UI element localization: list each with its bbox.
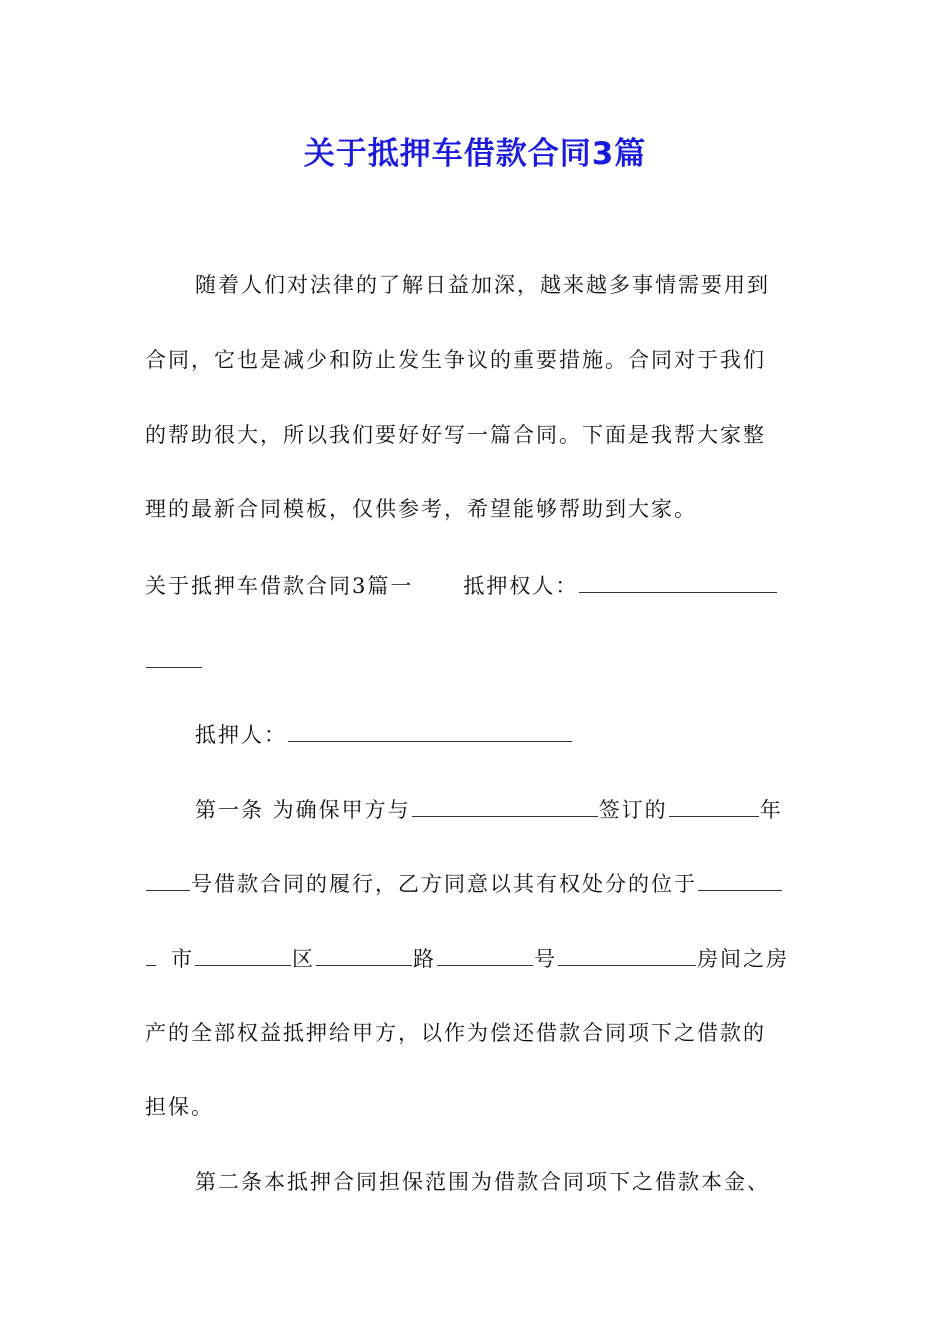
article1-line-1	[195, 794, 807, 825]
article2-line-1	[195, 1167, 807, 1197]
article1-part-4: 号借款合同的履行，乙方同意以其有权处分的位于	[191, 872, 697, 896]
article1-blank-room	[558, 943, 696, 966]
article1-blank-location-continued	[146, 943, 156, 966]
article2-text: 第二条本抵押合同担保范围为借款合同项下之借款本金、	[195, 1170, 770, 1194]
article1-blank-year	[669, 794, 759, 817]
article1-part-11: 担保。	[145, 1095, 214, 1119]
intro-line-4	[145, 494, 807, 524]
article1-part-5: 市	[171, 947, 194, 971]
article1-line-5	[145, 1092, 807, 1122]
article1-blank-road	[437, 943, 533, 966]
article1-blank-number	[146, 868, 190, 891]
article1-part-8: 号	[534, 947, 557, 971]
intro-line-1	[195, 270, 807, 300]
mortgagee-blank	[579, 570, 777, 593]
article1-part-3: 年	[759, 798, 783, 822]
intro-text-2: 合同，它也是减少和防止发生争议的重要措施。合同对于我们	[145, 348, 766, 372]
article1-line-2	[145, 868, 807, 899]
intro-line-2	[145, 345, 807, 375]
article1-blank-party	[412, 794, 598, 817]
mortgagor-label: 抵押人：	[195, 723, 287, 747]
intro-text-3: 的帮助很大，所以我们要好好写一篇合同。下面是我帮大家整	[145, 423, 766, 447]
intro-text-4: 理的最新合同模板，仅供参考，希望能够帮助到大家。	[145, 497, 697, 521]
article1-line-4	[145, 1018, 807, 1048]
mortgagee-blank-continued	[146, 645, 202, 668]
article1-part-1: 第一条 为确保甲方与	[195, 798, 411, 822]
intro-text-1: 随着人们对法律的了解日益加深，越来越多事情需要用到	[195, 273, 770, 297]
article1-part-2: 签订的	[598, 798, 668, 822]
mortgagor-line	[195, 719, 807, 750]
article1-blank-district	[316, 943, 412, 966]
article1-line-3	[145, 943, 807, 974]
article1-part-10: 产的全部权益抵押给甲方，以作为偿还借款合同项下之借款的	[145, 1021, 766, 1045]
mortgagor-blank	[288, 719, 572, 742]
article1-part-9: 房间之房	[697, 947, 789, 971]
article1-blank-city	[195, 943, 291, 966]
article1-part-6: 区	[292, 947, 315, 971]
section-heading-line	[145, 570, 807, 601]
article1-blank-location	[698, 868, 782, 891]
mortgagee-blank-continued-line	[145, 645, 807, 676]
mortgagee-label: 抵押权人：	[463, 574, 579, 598]
intro-line-3	[145, 420, 807, 450]
article1-part-7: 路	[413, 947, 436, 971]
document-title: 关于抵押车借款合同3篇	[303, 136, 647, 172]
section-heading: 关于抵押车借款合同3篇一	[145, 574, 414, 598]
